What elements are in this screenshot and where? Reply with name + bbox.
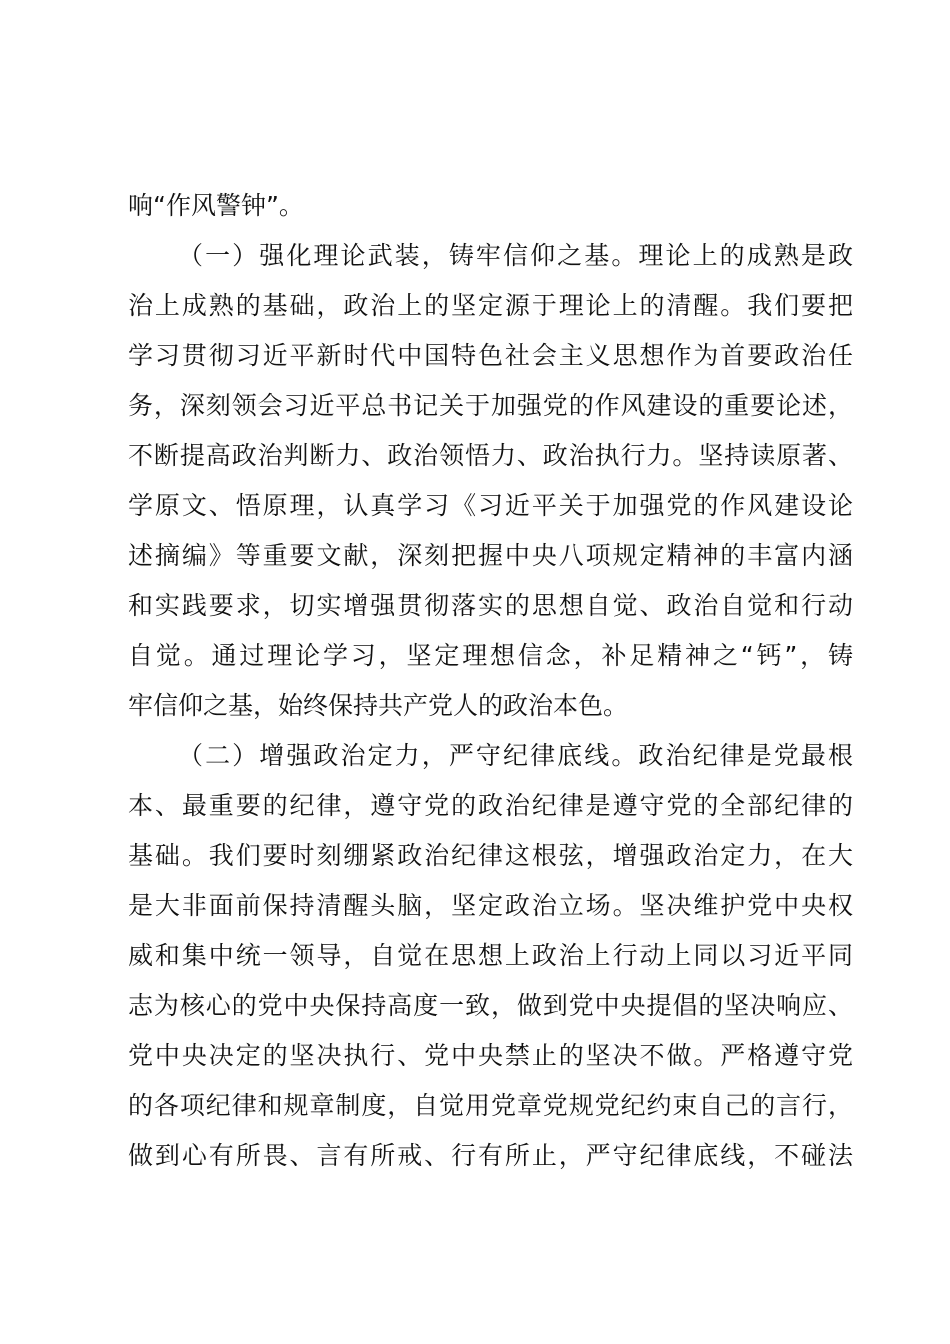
document-body — [128, 181, 853, 1181]
text-line: 学原文、悟原理，认真学习《习近平关于加强党的作风建设论 — [128, 491, 853, 520]
text-line: 志为核心的党中央保持高度一致，做到党中央提倡的坚决响应、 — [128, 991, 853, 1020]
text-line: 响“作风警钟”。 — [128, 191, 304, 220]
text-line: 述摘编》等重要文献，深刻把握中央八项规定精神的丰富内涵 — [128, 541, 853, 570]
text-line: 牢信仰之基，始终保持共产党人的政治本色。 — [128, 691, 629, 720]
text-line: 本、最重要的纪律，遵守党的政治纪律是遵守党的全部纪律的 — [128, 791, 853, 820]
text-line: 治上成熟的基础，政治上的坚定源于理论上的清醒。我们要把 — [128, 291, 853, 320]
text-line: 学习贯彻习近平新时代中国特色社会主义思想作为首要政治任 — [128, 341, 853, 370]
text-line: 基础。我们要时刻绷紧政治纪律这根弦，增强政治定力，在大 — [128, 841, 853, 870]
section-2-heading-line: （二）增强政治定力，严守纪律底线。政治纪律是党最根 — [178, 741, 853, 770]
text-line: 和实践要求，切实增强贯彻落实的思想自觉、政治自觉和行动 — [128, 591, 853, 620]
text-line: 威和集中统一领导，自觉在思想上政治上行动上同以习近平同 — [128, 941, 853, 970]
text-line: 党中央决定的坚决执行、党中央禁止的坚决不做。严格遵守党 — [128, 1041, 853, 1070]
text-line: 不断提高政治判断力、政治领悟力、政治执行力。坚持读原著、 — [128, 441, 853, 470]
text-line: 务，深刻领会习近平总书记关于加强党的作风建设的重要论述， — [128, 391, 853, 420]
section-1-heading-line: （一）强化理论武装，铸牢信仰之基。理论上的成熟是政 — [178, 241, 853, 270]
text-line: 自觉。通过理论学习，坚定理想信念，补足精神之“钙”，铸 — [128, 641, 853, 670]
text-line: 做到心有所畏、言有所戒、行有所止，严守纪律底线，不碰法 — [128, 1141, 853, 1170]
text-line: 是大非面前保持清醒头脑，坚定政治立场。坚决维护党中央权 — [128, 891, 853, 920]
text-line: 的各项纪律和规章制度，自觉用党章党规党纪约束自己的言行， — [128, 1091, 853, 1120]
